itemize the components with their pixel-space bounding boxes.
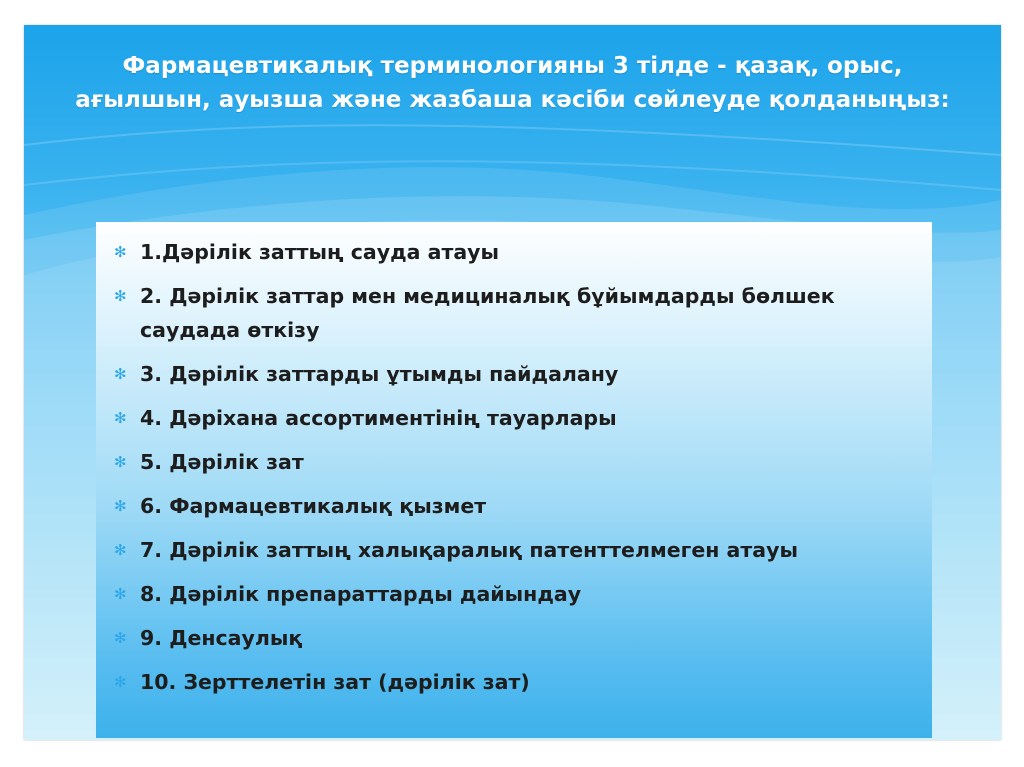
asterisk-bullet-icon: ✻ xyxy=(114,287,127,305)
asterisk-bullet-icon: ✻ xyxy=(114,673,127,691)
list-item xyxy=(110,445,920,479)
asterisk-bullet-icon: ✻ xyxy=(114,585,127,603)
asterisk-bullet-icon: ✻ xyxy=(114,453,127,471)
list-item xyxy=(110,533,920,567)
list-item xyxy=(110,279,920,347)
list-item xyxy=(110,577,920,611)
content-box xyxy=(96,222,932,738)
asterisk-bullet-icon: ✻ xyxy=(114,497,127,515)
asterisk-bullet-icon: ✻ xyxy=(114,409,127,427)
list-item xyxy=(110,401,920,435)
list-item-text: 5. Дәрілік зат xyxy=(140,450,304,474)
list-item-text: 10. Зерттелетін зат (дәрілік зат) xyxy=(140,670,530,694)
list-item xyxy=(110,357,920,391)
list-item-text: 3. Дәрілік заттарды ұтымды пайдалану xyxy=(140,362,619,386)
asterisk-bullet-icon: ✻ xyxy=(114,365,127,383)
list-item-text: 4. Дәріхана ассортиментінің тауарлары xyxy=(140,406,617,430)
asterisk-bullet-icon: ✻ xyxy=(114,629,127,647)
list-item-text: 2. Дәрілік заттар мен медициналық бұйымдарды бөлшек саудада өткізу xyxy=(140,284,835,342)
list-item xyxy=(110,665,920,699)
slide-title: Фармацевтикалық терминологияны 3 тілде - қазақ, орыс, ағылшын, ауызша және жазбаша кәсіби сөйлеуде қолданыңыз: xyxy=(75,53,950,113)
slide xyxy=(24,25,1001,740)
list-item xyxy=(110,621,920,655)
asterisk-bullet-icon: ✻ xyxy=(114,541,127,559)
list-item xyxy=(110,235,920,269)
list-item-text: 6. Фармацевтикалық қызмет xyxy=(140,494,487,518)
list-item-text: 9. Денсаулық xyxy=(140,626,303,650)
list-item-text: 7. Дәрілік заттың халықаралық патенттелмеген атауы xyxy=(140,538,799,562)
list-item xyxy=(110,489,920,523)
asterisk-bullet-icon: ✻ xyxy=(114,243,127,261)
term-list xyxy=(110,235,920,709)
list-item-text: 8. Дәрілік препараттарды дайындау xyxy=(140,582,582,606)
list-item-text: 1.Дәрілік заттың сауда атауы xyxy=(140,240,500,264)
